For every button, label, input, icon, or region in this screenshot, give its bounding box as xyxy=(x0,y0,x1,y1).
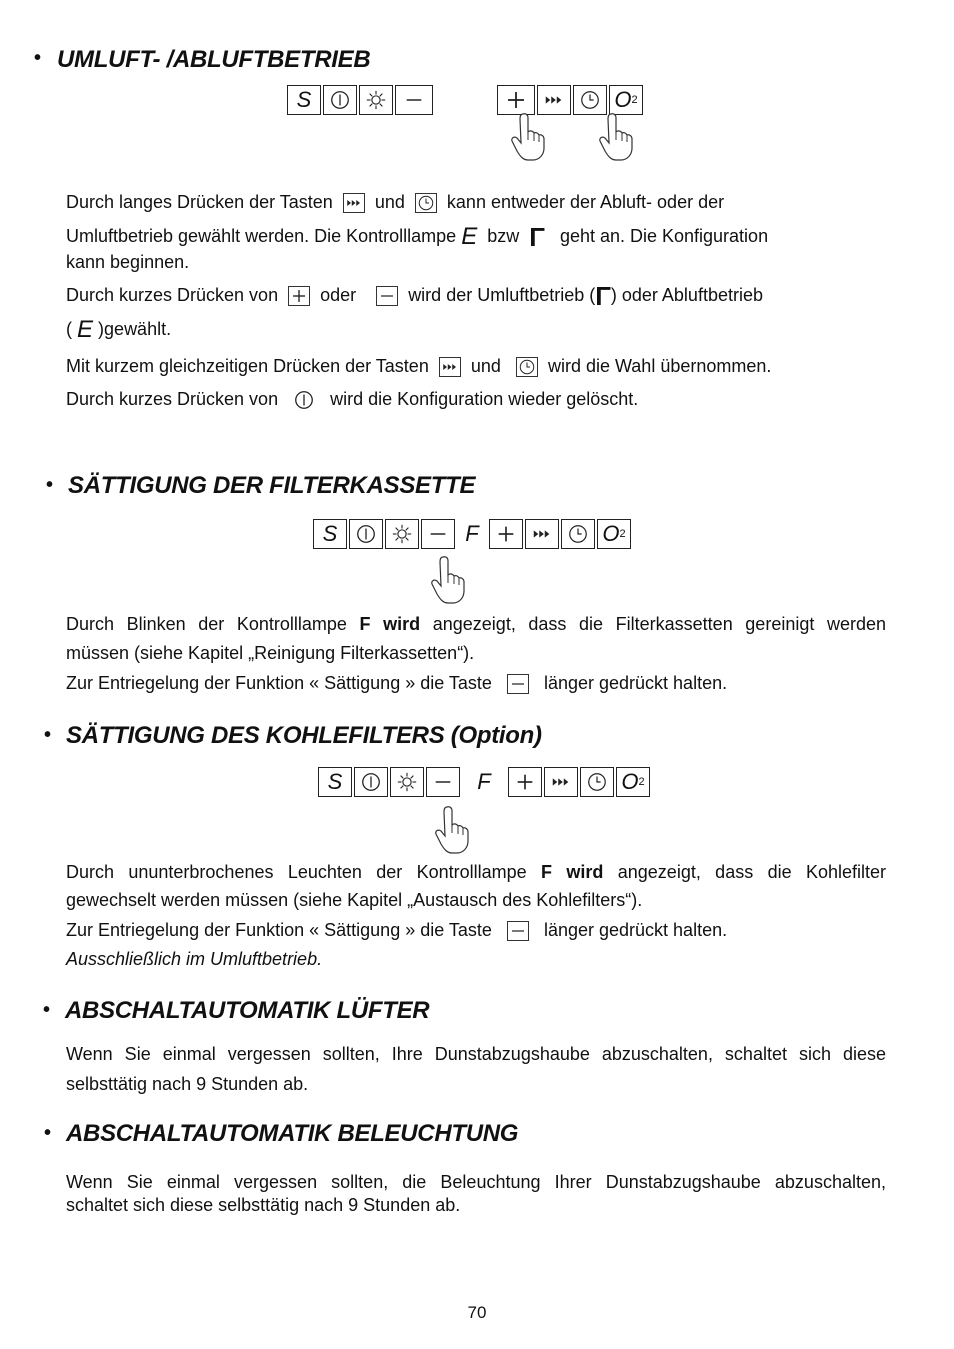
lamp-e-icon: E xyxy=(77,316,94,344)
light-icon xyxy=(396,771,418,793)
key-s[interactable]: S xyxy=(318,767,352,797)
bullet: • xyxy=(44,1122,52,1144)
o2-subscript: 2 xyxy=(619,528,626,540)
bullet: • xyxy=(46,474,54,496)
bullet: • xyxy=(43,999,51,1021)
paragraph-line: Durch ununterbrochenes Leuchten der Kontrolllampe F wird angezeigt, dass die Kohlefilter xyxy=(66,862,886,882)
section-title-kohle: SÄTTIGUNG DES KOHLEFILTERS (Option) xyxy=(66,722,542,749)
o2-label: O xyxy=(614,87,632,112)
power-key[interactable] xyxy=(349,519,383,549)
paragraph-line: schaltet sich diese selbsttätig nach 9 Stunden ab. xyxy=(66,1195,461,1215)
fast-forward-icon xyxy=(439,357,461,377)
o2-key[interactable] xyxy=(616,767,650,797)
control-panel-left xyxy=(287,85,433,115)
page-number: 70 xyxy=(467,1303,487,1322)
o2-subscript: 2 xyxy=(638,776,645,788)
control-panel-right xyxy=(497,85,643,115)
plus-icon xyxy=(504,88,528,112)
lamp-gamma-icon: Γ xyxy=(529,222,545,253)
hand-icon xyxy=(428,555,470,605)
section-title-umluft: UMLUFT- /ABLUFTBETRIEB xyxy=(57,46,371,73)
control-panel-kohle xyxy=(318,767,650,797)
paragraph-note: Ausschließlich im Umluftbetrieb. xyxy=(66,949,323,969)
section-title-beleuchtung: ABSCHALTAUTOMATIK BELEUCHTUNG xyxy=(66,1120,519,1147)
power-icon xyxy=(293,389,315,411)
light-key[interactable] xyxy=(359,85,393,115)
timer-icon xyxy=(579,89,601,111)
plus-icon xyxy=(288,286,310,306)
timer-key[interactable] xyxy=(561,519,595,549)
paragraph-line: Mit kurzem gleichzeitigen Drücken der Tasten und wird die Wahl übernommen. xyxy=(66,356,772,376)
timer-icon xyxy=(415,193,437,213)
key-s[interactable]: S xyxy=(313,519,347,549)
paragraph-line: müssen (siehe Kapitel „Reinigung Filterkassetten“). xyxy=(66,643,475,663)
paragraph-line: Durch langes Drücken der Tasten und kann entweder der Abluft- oder der xyxy=(66,192,725,212)
paragraph-line: Zur Entriegelung der Funktion « Sättigung » die Taste länger gedrückt halten. xyxy=(66,920,728,940)
paragraph-line: Durch kurzes Drücken von oder wird der Umluftbetrieb (Γ) oder Abluftbetrieb xyxy=(66,281,763,312)
o2-subscript: 2 xyxy=(631,94,638,106)
plus-icon xyxy=(495,523,517,545)
plus-key[interactable] xyxy=(508,767,542,797)
fast-forward-icon xyxy=(343,193,365,213)
timer-key[interactable] xyxy=(580,767,614,797)
minus-key[interactable] xyxy=(421,519,455,549)
paragraph-line: gewechselt werden müssen (siehe Kapitel „Austausch des Kohlefilters“). xyxy=(66,890,643,910)
minus-icon xyxy=(402,89,426,111)
paragraph-line: kann beginnen. xyxy=(66,252,190,272)
section-title-filter: SÄTTIGUNG DER FILTERKASSETTE xyxy=(68,472,476,499)
fast-forward-key[interactable] xyxy=(525,519,559,549)
o2-label: O xyxy=(602,521,620,546)
light-key[interactable] xyxy=(385,519,419,549)
paragraph-line: Zur Entriegelung der Funktion « Sättigung » die Taste länger gedrückt halten. xyxy=(66,673,728,693)
minus-icon xyxy=(376,286,398,306)
hand-icon xyxy=(508,112,550,162)
hand-icon xyxy=(596,112,638,162)
paragraph-line: ( E )gewählt. xyxy=(66,316,172,344)
minus-key[interactable] xyxy=(395,85,433,115)
plus-key[interactable] xyxy=(489,519,523,549)
minus-key[interactable] xyxy=(426,767,460,797)
o2-key[interactable] xyxy=(597,519,631,549)
minus-icon xyxy=(427,523,449,545)
power-icon xyxy=(355,523,377,545)
paragraph-line: Umluftbetrieb gewählt werden. Die Kontrolllampe E bzw Γ geht an. Die Konfiguration xyxy=(66,222,769,253)
lamp-e-icon: E xyxy=(461,223,478,251)
plus-key[interactable] xyxy=(497,85,535,115)
paragraph-line: selbsttätig nach 9 Stunden ab. xyxy=(66,1074,309,1094)
light-icon xyxy=(391,523,413,545)
timer-key[interactable] xyxy=(573,85,607,115)
paragraph-line: Wenn Sie einmal vergessen sollten, die Beleuchtung Ihrer Dunstabzugshaube abzuschalten, xyxy=(66,1172,886,1192)
power-icon xyxy=(329,89,351,111)
timer-icon xyxy=(586,771,608,793)
fast-forward-icon xyxy=(541,89,567,111)
minus-icon xyxy=(432,771,454,793)
light-key[interactable] xyxy=(390,767,424,797)
fast-forward-icon xyxy=(549,771,573,793)
paragraph-line: Durch Blinken der Kontrolllampe F wird angezeigt, dass die Filterkassetten gereinigt werden xyxy=(66,614,886,634)
control-panel-filter xyxy=(313,519,631,549)
timer-icon xyxy=(516,357,538,377)
fast-forward-key[interactable] xyxy=(544,767,578,797)
timer-icon xyxy=(567,523,589,545)
bullet: • xyxy=(34,47,42,69)
light-icon xyxy=(365,89,387,111)
paragraph-line: Wenn Sie einmal vergessen sollten, Ihre Dunstabzugshaube abzuschalten, schaltet sich diese xyxy=(66,1044,886,1064)
o2-key[interactable] xyxy=(609,85,643,115)
indicator-f: F xyxy=(477,769,491,794)
plus-icon xyxy=(514,771,536,793)
lamp-gamma-icon: Γ xyxy=(595,281,611,312)
paragraph-line: Durch kurzes Drücken von wird die Konfiguration wieder gelöscht. xyxy=(66,388,638,411)
key-s[interactable]: S xyxy=(287,85,321,115)
minus-icon xyxy=(507,674,529,694)
indicator-f: F xyxy=(465,521,479,546)
o2-label: O xyxy=(621,769,639,794)
fast-forward-key[interactable] xyxy=(537,85,571,115)
hand-icon xyxy=(432,805,474,855)
bullet: • xyxy=(44,724,52,746)
power-icon xyxy=(360,771,382,793)
section-title-luefter: ABSCHALTAUTOMATIK LÜFTER xyxy=(65,997,430,1024)
power-key[interactable] xyxy=(354,767,388,797)
fast-forward-icon xyxy=(530,523,554,545)
power-key[interactable] xyxy=(323,85,357,115)
minus-icon xyxy=(507,921,529,941)
